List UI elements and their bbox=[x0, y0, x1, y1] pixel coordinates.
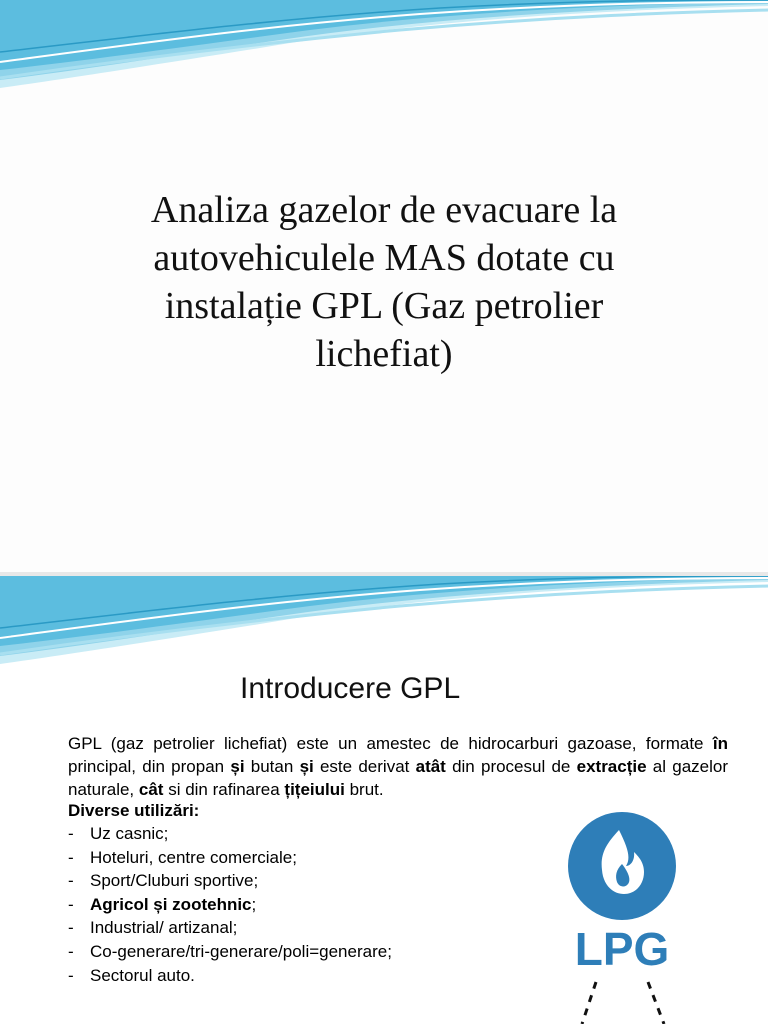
list-item bbox=[68, 940, 392, 964]
title-line: autovehiculele MAS dotate cu bbox=[153, 237, 615, 279]
list-item-text: Sport/Cluburi sportive; bbox=[90, 871, 259, 891]
paragraph-text: din procesul de bbox=[445, 757, 577, 776]
paragraph-bold: atât bbox=[415, 757, 446, 776]
paragraph-bold: extracție bbox=[576, 757, 647, 776]
list-item bbox=[68, 964, 392, 988]
lpg-logo bbox=[478, 804, 768, 1024]
list-item bbox=[68, 893, 392, 917]
paragraph-bold: în bbox=[712, 734, 728, 753]
paragraph-bold: și bbox=[299, 757, 314, 776]
paragraph-text: si din rafinarea bbox=[163, 780, 285, 799]
paragraph-text: al gazelor naturale, bbox=[68, 757, 729, 799]
logo-text: LPG bbox=[574, 923, 670, 975]
list-dash: - bbox=[68, 894, 74, 914]
lpg-logo-graphic bbox=[478, 804, 768, 1024]
list-dash: - bbox=[68, 871, 74, 891]
list-dash: - bbox=[68, 918, 74, 938]
list-item-text: Sectorul auto. bbox=[90, 965, 195, 985]
list-dash: - bbox=[68, 941, 74, 961]
logo-dashed-line-left bbox=[582, 982, 596, 1024]
list-item bbox=[68, 869, 392, 893]
header-wave-decoration bbox=[0, 0, 768, 90]
paragraph-bold: și bbox=[230, 757, 245, 776]
intro-paragraph bbox=[68, 732, 728, 801]
paragraph-bold: țițeiului bbox=[284, 780, 345, 799]
list-item bbox=[68, 822, 392, 846]
paragraph-text: principal, din propan bbox=[68, 757, 231, 776]
list-item-text: Hoteluri, centre comerciale; bbox=[90, 847, 297, 867]
section-heading: Introducere GPL bbox=[240, 672, 461, 705]
uses-list bbox=[68, 822, 392, 987]
paragraph-text: GPL (gaz petrolier lichefiat) este un amestec de hidrocarburi gazoase, formate bbox=[68, 734, 713, 753]
title-line: Analiza gazelor de evacuare la bbox=[150, 189, 618, 231]
paragraph-text: este derivat bbox=[313, 757, 416, 776]
list-item-text: Agricol și zootehnic bbox=[90, 894, 252, 914]
list-item-text: Uz casnic; bbox=[90, 824, 169, 843]
slide-title bbox=[60, 186, 708, 378]
list-dash: - bbox=[68, 847, 74, 867]
paragraph-text: butan bbox=[244, 757, 300, 776]
list-item bbox=[68, 916, 392, 940]
list-dash: - bbox=[68, 965, 74, 985]
list-item-text: Industrial/ artizanal; bbox=[90, 918, 238, 938]
uses-title: Diverse utilizări: bbox=[68, 801, 200, 820]
list-item-suffix: ; bbox=[251, 894, 257, 914]
title-line: lichefiat) bbox=[315, 333, 453, 375]
header-wave-decoration bbox=[0, 576, 768, 666]
logo-dashed-line-right bbox=[648, 982, 664, 1024]
list-dash: - bbox=[68, 824, 74, 843]
paragraph-bold: cât bbox=[138, 780, 164, 799]
list-item bbox=[68, 846, 392, 870]
paragraph-text: brut. bbox=[344, 780, 384, 799]
list-item-text: Co-generare/tri-generare/poli=generare; bbox=[90, 941, 392, 961]
title-line: instalație GPL (Gaz petrolier bbox=[164, 285, 604, 327]
